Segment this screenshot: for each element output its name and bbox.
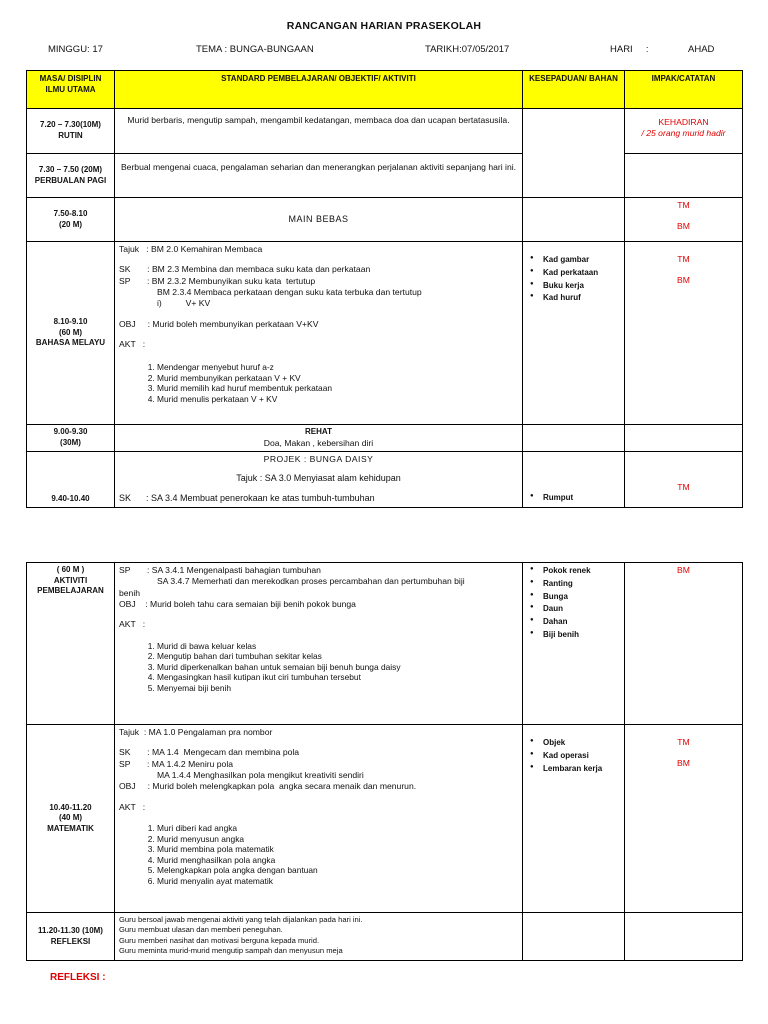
bm-step: 1. Mendengar menyebut huruf a-z bbox=[157, 362, 518, 373]
refleksi-time: 11.20-11.30 (10M) bbox=[38, 925, 103, 935]
tema: TEMA : BUNGA-BUNGAAN bbox=[196, 44, 314, 55]
refleksi-impak bbox=[625, 913, 743, 961]
main-bebas-text: MAIN BEBAS bbox=[115, 198, 523, 242]
main-bebas-bahan bbox=[523, 198, 625, 242]
lesson-plan-table-1 bbox=[26, 70, 743, 508]
bm-step: 4. Murid menulis perkataan V + KV bbox=[157, 394, 518, 405]
perbualan-time: 7.30 – 7.50 (20M) bbox=[38, 164, 103, 174]
bm-sp: SP : BM 2.3.2 Membunyikan suku kata tertutup bbox=[119, 275, 316, 286]
refleksi-line: Guru membuat ulasan dan memberi peneguhan. bbox=[119, 925, 283, 935]
bm-time: 8.10-9.10 bbox=[53, 317, 88, 327]
bahan-item: ● Kad gambar bbox=[527, 254, 620, 267]
kehadiran-count: / 25 orang murid hadir bbox=[641, 128, 726, 139]
sains-sp: SP : SA 3.4.1 Mengenalpasti bahagian tumbuhan bbox=[119, 565, 321, 575]
sains-step: 3. Murid diperkenalkan bahan untuk semaian biji benuh bunga daisy bbox=[157, 662, 518, 673]
header-kesepaduan: KESEPADUAN/ BAHAN bbox=[523, 71, 625, 109]
tm-mark: TM bbox=[677, 737, 690, 747]
refleksi-label: REFLEKSI bbox=[50, 936, 91, 946]
projek-title: PROJEK : BUNGA DAISY bbox=[263, 453, 374, 464]
mt-akt: AKT : bbox=[119, 801, 146, 812]
bahan-item: ● Ranting bbox=[527, 578, 620, 591]
projek-time: 9.40-10.40 bbox=[27, 451, 115, 507]
mt-step: 3. Murid membina pola matematik bbox=[157, 844, 518, 855]
projek-sk: SK : SA 3.4 Membuat penerokaan ke atas tumbuh-tumbuhan bbox=[119, 493, 375, 504]
rutin-impak bbox=[625, 109, 743, 154]
mt-obj: OBJ : Murid boleh melengkapkan pola angka secara menaik dan menurun. bbox=[119, 781, 417, 792]
rutin-bahan bbox=[523, 109, 625, 198]
bm-mark: BM bbox=[677, 275, 690, 286]
mt-step: 2. Murid menyusun angka bbox=[157, 834, 518, 845]
tm-mark: TM bbox=[677, 254, 690, 264]
rutin-label: RUTIN bbox=[58, 131, 83, 140]
bahan-item: ● Kad huruf bbox=[527, 292, 620, 305]
mt-sp2: MA 1.4.4 Menghasilkan pola mengikut kreativiti sendiri bbox=[157, 770, 364, 781]
bm-bahan bbox=[523, 242, 625, 425]
perbualan-impak bbox=[625, 154, 743, 198]
projek-bahan bbox=[523, 451, 625, 507]
sains-sp3: benih bbox=[119, 587, 141, 598]
bahan-item: ● Biji benih bbox=[527, 629, 620, 642]
bahan-item: ● Bunga bbox=[527, 591, 620, 604]
sains-obj: OBJ : Murid boleh tahu cara semaian biji benih pokok bunga bbox=[119, 599, 356, 610]
header-impak: IMPAK/CATATAN bbox=[625, 71, 743, 109]
bm-tajuk: Tajuk : BM 2.0 Kemahiran Membaca bbox=[119, 244, 263, 254]
mt-label: MATEMATIK bbox=[47, 823, 94, 833]
rehat-dur: (30M) bbox=[60, 437, 81, 447]
refleksi-footer: REFLEKSI : bbox=[50, 972, 106, 983]
mt-time-cell bbox=[27, 725, 115, 913]
tarikh: TARIKH:07/05/2017 bbox=[425, 44, 510, 55]
bahan-item: ● Kad operasi bbox=[527, 750, 620, 763]
sains-akt: AKT : bbox=[119, 619, 146, 630]
bm-dur: (60 M) bbox=[58, 327, 83, 337]
bm-sp2: BM 2.3.4 Membaca perkataan dengan suku kata terbuka dan tertutup bbox=[157, 287, 422, 298]
bahan-item: ● Kad perkataan bbox=[527, 267, 620, 280]
refleksi-time-cell bbox=[27, 913, 115, 961]
projek-impak bbox=[625, 451, 743, 507]
mt-step: 1. Muri diberi kad angka bbox=[157, 823, 518, 834]
sains-time-cell bbox=[27, 563, 115, 725]
mt-step: 5. Melengkapkan pola angka dengan bantuan bbox=[157, 865, 518, 876]
tm-mark: TM bbox=[677, 481, 690, 492]
bm-steps bbox=[119, 362, 518, 404]
perbualan-time-cell bbox=[27, 154, 115, 198]
rutin-time-cell bbox=[27, 109, 115, 154]
bm-obj: OBJ : Murid boleh membunyikan perkataan V+KV bbox=[119, 318, 319, 329]
sains-bahan bbox=[523, 563, 625, 725]
page-title: RANCANGAN HARIAN PRASEKOLAH bbox=[286, 20, 482, 32]
perbualan-text: Berbual mengenai cuaca, pengalaman seharian dan menerangkan perjalanan aktiviti sepanjang hari ini. bbox=[115, 154, 523, 198]
header-masa: MASA/ DISIPLIN ILMU UTAMA bbox=[27, 71, 115, 109]
bahan-item: ● Rumput bbox=[527, 492, 620, 505]
mt-time: 10.40-11.20 bbox=[49, 802, 92, 812]
sains-label1: AKTIVITI bbox=[53, 575, 88, 585]
main-bebas-time: 7.50-8.10 bbox=[53, 208, 88, 218]
mt-bahan bbox=[523, 725, 625, 913]
row-rehat bbox=[27, 425, 743, 452]
mt-tajuk: Tajuk : MA 1.0 Pengalaman pra nombor bbox=[119, 727, 273, 737]
mt-sk: SK : MA 1.4 Mengecam dan membina pola bbox=[119, 747, 300, 758]
rehat-time-cell bbox=[27, 425, 115, 452]
bm-mark: BM bbox=[677, 758, 690, 769]
sains-dur: ( 60 M ) bbox=[56, 565, 85, 574]
refleksi-line: Guru memberi nasihat dan motivasi berguna kepada murid. bbox=[119, 935, 320, 945]
rehat-title: REHAT bbox=[305, 427, 332, 436]
mt-dur: (40 M) bbox=[58, 813, 83, 823]
rehat-impak bbox=[625, 425, 743, 452]
sains-step: 2. Mengutip bahan dari tumbuhan sekitar kelas bbox=[157, 651, 518, 662]
bahan-item: ● Objek bbox=[527, 737, 620, 750]
projek-content bbox=[115, 451, 523, 507]
refleksi-line: Guru bersoal jawab mengenai aktiviti yang telah dijalankan pada hari ini. bbox=[119, 915, 363, 924]
bahan-item: ● Dahan bbox=[527, 616, 620, 629]
hari-label: HARI : bbox=[610, 44, 649, 55]
rehat-content bbox=[115, 425, 523, 452]
hari-value: AHAD bbox=[688, 44, 715, 55]
bahan-item: ● Pokok renek bbox=[527, 565, 620, 578]
bm-step: 2. Murid membunyikan perkataan V + KV bbox=[157, 373, 518, 384]
tm-mark: TM bbox=[677, 200, 690, 210]
row-aktiviti-pembelajaran bbox=[27, 563, 743, 725]
projek-tajuk: Tajuk : SA 3.0 Menyiasat alam kehidupan bbox=[236, 473, 401, 484]
sains-steps bbox=[119, 641, 518, 694]
sains-label2: PEMBELAJARAN bbox=[37, 586, 104, 596]
refleksi-content bbox=[115, 913, 523, 961]
rutin-text: Murid berbaris, mengutip sampah, mengambil kedatangan, membaca doa dan ucapan bertatasusila. bbox=[115, 109, 523, 154]
bm-mark: BM bbox=[677, 221, 690, 232]
perbualan-label: PERBUALAN PAGI bbox=[34, 175, 107, 185]
rehat-time: 9.00-9.30 bbox=[53, 427, 88, 437]
bm-sp3: i) V+ KV bbox=[157, 298, 211, 309]
bm-impak bbox=[625, 242, 743, 425]
row-refleksi bbox=[27, 913, 743, 961]
bahan-item: ● Lembaran kerja bbox=[527, 763, 620, 776]
row-bahasa-melayu bbox=[27, 242, 743, 425]
lesson-plan-table-2 bbox=[26, 562, 743, 961]
bm-time-cell bbox=[27, 242, 115, 425]
main-bebas-dur: (20 M) bbox=[58, 219, 83, 229]
bm-label: BAHASA MELAYU bbox=[35, 338, 106, 348]
mt-impak bbox=[625, 725, 743, 913]
sains-step: 5. Menyemai biji benih bbox=[157, 683, 518, 694]
main-bebas-impak bbox=[625, 198, 743, 242]
bahan-item: ● Buku kerja bbox=[527, 280, 620, 293]
bahan-item: ● Daun bbox=[527, 603, 620, 616]
sains-content bbox=[115, 563, 523, 725]
minggu: MINGGU: 17 bbox=[48, 44, 103, 55]
row-projek bbox=[27, 451, 743, 507]
row-matematik bbox=[27, 725, 743, 913]
mt-steps bbox=[119, 823, 518, 886]
sains-step: 1. Murid di bawa keluar kelas bbox=[157, 641, 518, 652]
header-row bbox=[27, 71, 743, 109]
sains-sp2: SA 3.4.7 Memerhati dan merekodkan proses percambahan dan pertumbuhan biji bbox=[157, 576, 465, 587]
bm-sk: SK : BM 2.3 Membina dan membaca suku kata dan perkataan bbox=[119, 264, 371, 275]
row-main-bebas bbox=[27, 198, 743, 242]
refleksi-line: Guru meminta murid-murid mengutip sampah dan menyusun meja bbox=[119, 945, 343, 955]
sains-impak bbox=[625, 563, 743, 725]
mt-step: 4. Murid menghasilkan pola angka bbox=[157, 855, 518, 866]
bm-akt: AKT : bbox=[119, 339, 146, 350]
row-rutin bbox=[27, 109, 743, 154]
refleksi-bahan bbox=[523, 913, 625, 961]
row-perbualan bbox=[27, 154, 743, 198]
rehat-bahan bbox=[523, 425, 625, 452]
rutin-time: 7.20 – 7.30(10M) bbox=[40, 120, 101, 130]
bm-content bbox=[115, 242, 523, 425]
header-standard: STANDARD PEMBELAJARAN/ OBJEKTIF/ AKTIVITI bbox=[115, 71, 523, 109]
bm-mark: BM bbox=[677, 565, 690, 575]
mt-content bbox=[115, 725, 523, 913]
kehadiran-label: KEHADIRAN bbox=[658, 117, 709, 127]
main-bebas-time-cell bbox=[27, 198, 115, 242]
mt-sp: SP : MA 1.4.2 Meniru pola bbox=[119, 758, 234, 769]
rehat-text: Doa, Makan , kebersihan diri bbox=[263, 437, 374, 448]
bm-step: 3. Murid memilih kad huruf membentuk perkataan bbox=[157, 383, 518, 394]
sains-step: 4. Mengasingkan hasil kutipan ikut ciri tumbuhan tersebut bbox=[157, 672, 518, 683]
mt-step: 6. Murid menyalin ayat matematik bbox=[157, 876, 518, 887]
